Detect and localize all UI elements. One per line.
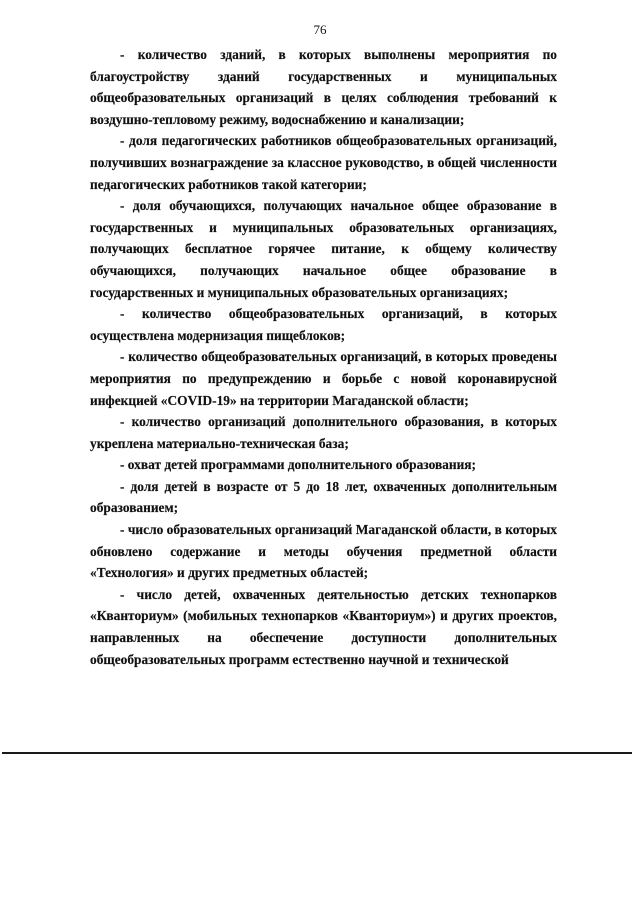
list-item: - число детей, охваченных деятельностью детских технопарков «Кванториум» (мобильных технопарков «Кванториум») и других проектов, направленных на обеспечение доступности дополнительных общеобразовательных программ естественно научной и технической <box>90 586 557 667</box>
list-item: - доля педагогических работников общеобразовательных организаций, получивших вознаграждение за классное руководство, в общей численности педагогических работников такой категории; <box>90 133 557 192</box>
list-item: - число образовательных организаций Магаданской области, в которых обновлено содержание и методы обучения предметной области «Технология» и других предметных областей; <box>90 522 557 581</box>
page-number: 76 <box>313 22 327 37</box>
list-item: - охват детей программами дополнительного образования; <box>120 457 477 473</box>
list-item: - доля детей в возрасте от 5 до 18 лет, охваченных дополнительным образованием; <box>90 478 557 516</box>
list-item: - доля обучающихся, получающих начальное общее образование в государственных и муниципальных образовательных организациях, получающих бесплатное горячее питание, к общему количеству обучающихся, получающих начальное общее образование в государственных и муниципальных образовательных организациях; <box>90 198 557 300</box>
list-item: - количество общеобразовательных организаций, в которых проведены мероприятия по предупреждению и борьбе с новой коронавирусной инфекцией «COVID-19» на территории Магаданской области; <box>90 349 557 408</box>
document-body <box>90 44 557 670</box>
list-item: - количество зданий, в которых выполнены мероприятия по благоустройству зданий государственных и муниципальных общеобразовательных организаций в целях соблюдения требований к воздушно-тепловому режиму, водоснабжению и канализации; <box>90 47 557 127</box>
list-item: - количество общеобразовательных организаций, в которых осуществлена модернизация пищеблоков; <box>90 306 557 343</box>
list-item: - количество организаций дополнительного образования, в которых укреплена материально-техническая база; <box>90 414 557 451</box>
page-divider <box>2 752 632 754</box>
